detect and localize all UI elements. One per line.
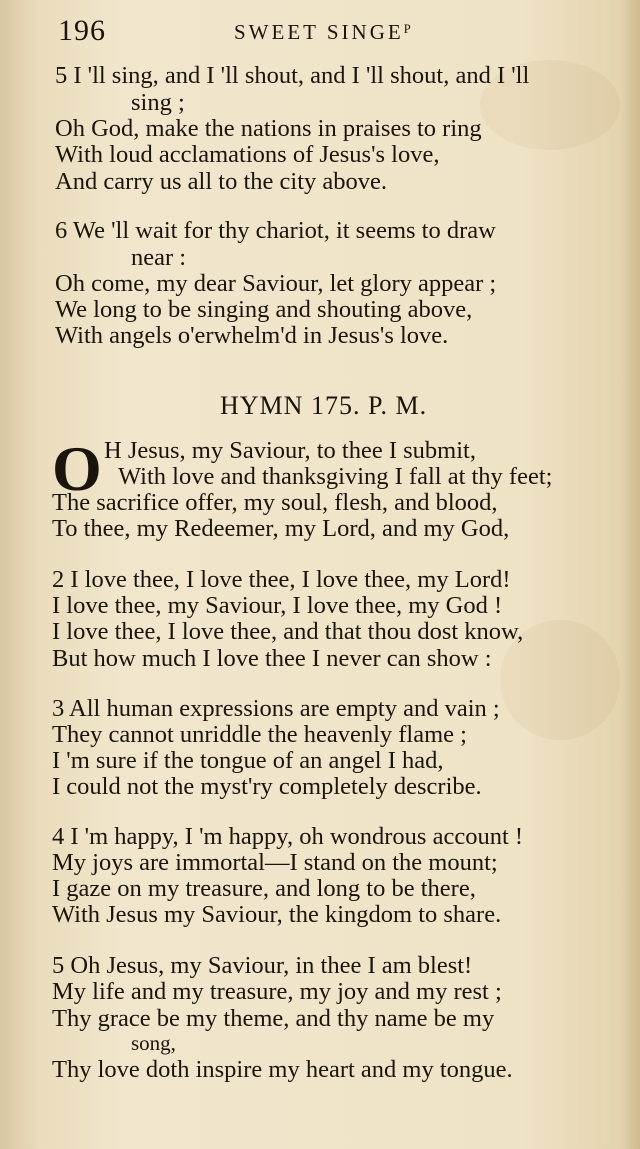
verse-line: With love and thanksgiving I fall at thy feet;: [118, 463, 553, 490]
verse-line: near :: [131, 244, 187, 271]
verse-line: Oh come, my dear Saviour, let glory appear ;: [55, 270, 497, 297]
page-number: 196: [58, 14, 106, 47]
verse-line: Thy love doth inspire my heart and my tongue.: [52, 1056, 513, 1083]
verse-line: sing ;: [131, 89, 185, 116]
drop-cap: O: [52, 433, 102, 504]
page-header: [0, 14, 640, 54]
running-title: SWEET SINGEᴾ: [234, 20, 414, 44]
verse-line: My joys are immortal—I stand on the mount;: [52, 849, 498, 876]
verse-line: With angels o'erwhelm'd in Jesus's love.: [55, 322, 449, 349]
verse-line: With loud acclamations of Jesus's love,: [55, 141, 440, 168]
verse-line: Thy grace be my theme, and thy name be my: [52, 1005, 495, 1032]
verse-line: 2 I love thee, I love thee, I love thee, my Lord!: [52, 566, 511, 593]
verse-line: My life and my treasure, my joy and my rest ;: [52, 978, 502, 1005]
verse-line: 3 All human expressions are empty and vain ;: [52, 695, 500, 722]
verse-line: I could not the myst'ry completely describe.: [52, 773, 482, 800]
verse-line: The sacrifice offer, my soul, flesh, and blood,: [52, 489, 498, 516]
verse-line: 4 I 'm happy, I 'm happy, oh wondrous account !: [52, 823, 524, 850]
verse-line: Oh God, make the nations in praises to ring: [55, 115, 482, 142]
verse-line: I gaze on my treasure, and long to be there,: [52, 875, 476, 902]
verse-line: 5 I 'll sing, and I 'll shout, and I 'll shout, and I 'll: [55, 62, 530, 89]
verse-line: song,: [131, 1031, 176, 1055]
verse-line: We long to be singing and shouting above,: [55, 296, 473, 323]
verse-line: And carry us all to the city above.: [55, 168, 388, 195]
verse-line: I 'm sure if the tongue of an angel I had,: [52, 747, 444, 774]
verse-line: To thee, my Redeemer, my Lord, and my God,: [52, 515, 510, 542]
verse-line: 6 We 'll wait for thy chariot, it seems to draw: [55, 217, 496, 244]
verse-line: With Jesus my Saviour, the kingdom to share.: [52, 901, 502, 928]
verse-line: I love thee, my Saviour, I love thee, my God !: [52, 592, 503, 619]
verse-line: 5 Oh Jesus, my Saviour, in thee I am blest!: [52, 952, 473, 979]
verse-line: H Jesus, my Saviour, to thee I submit,: [104, 437, 476, 464]
hymn-title: HYMN 175. P. M.: [220, 391, 428, 420]
verse-line: I love thee, I love thee, and that thou dost know,: [52, 618, 524, 645]
verse-line: But how much I love thee I never can show :: [52, 645, 492, 672]
verse-line: They cannot unriddle the heavenly flame ;: [52, 721, 467, 748]
